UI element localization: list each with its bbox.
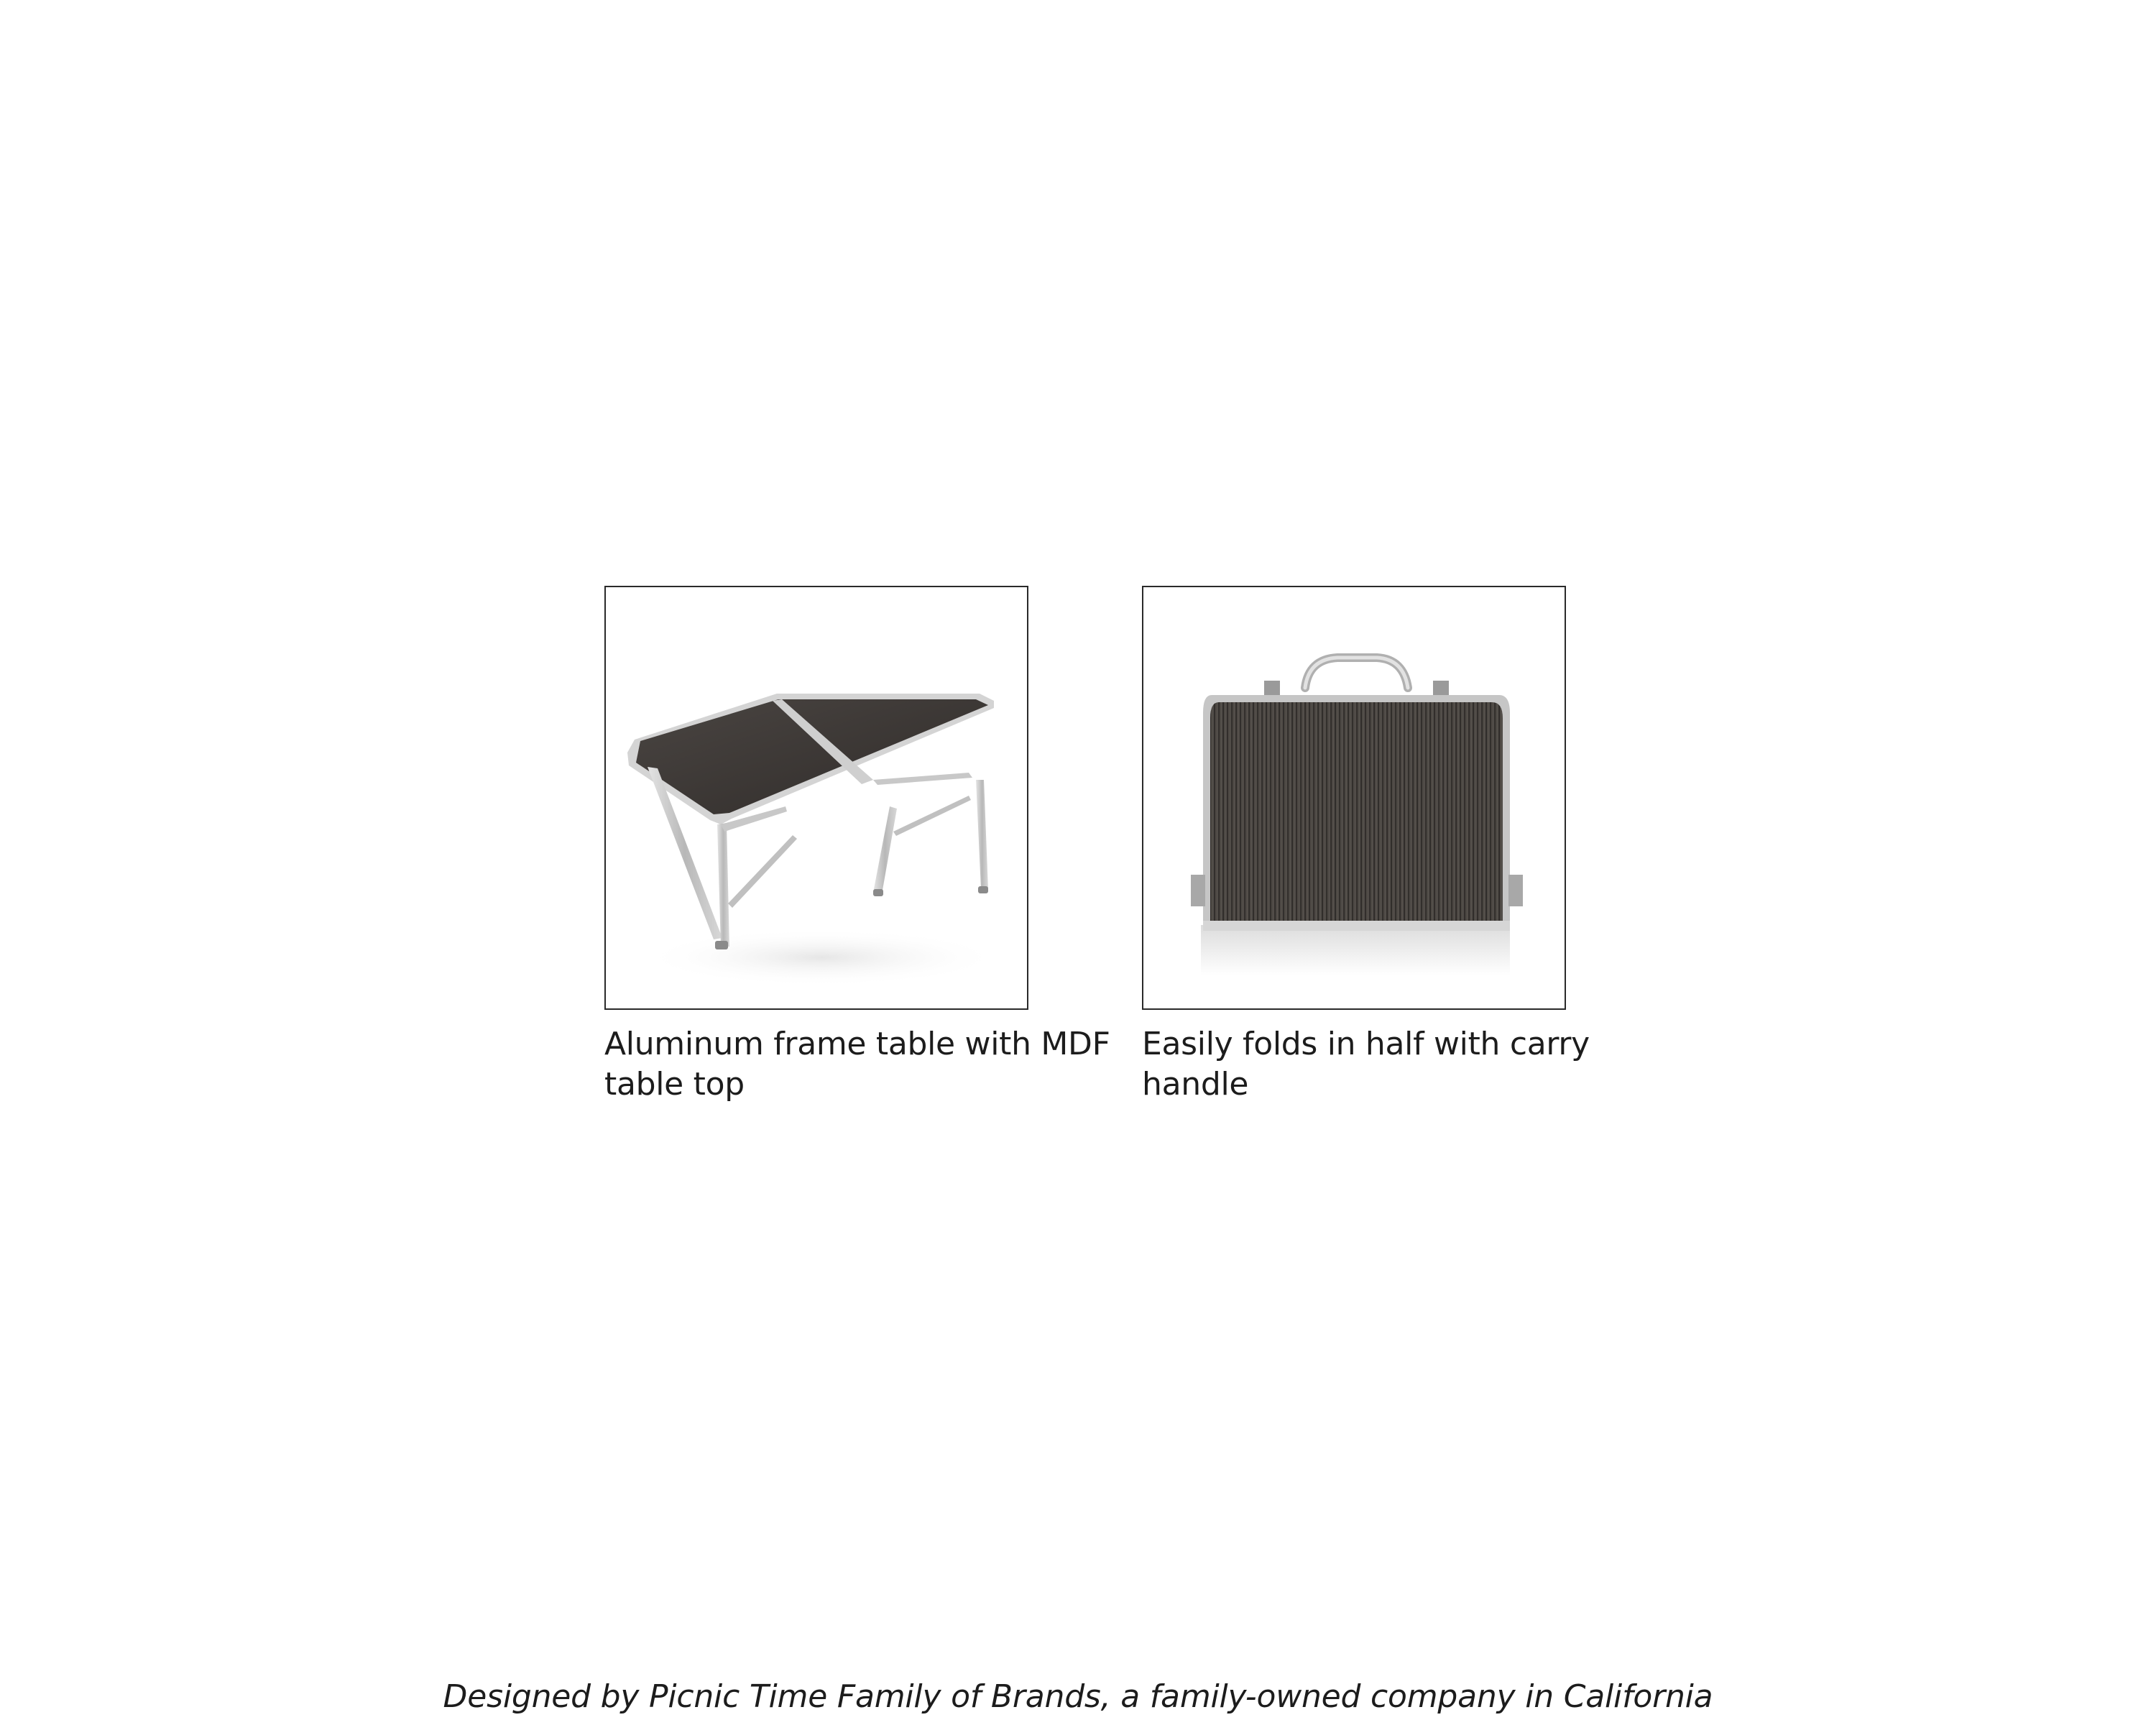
open-table-photo-frame bbox=[604, 586, 1028, 1010]
folded-table-photo bbox=[1143, 587, 1565, 1008]
brand-footer: Designed by Picnic Time Family of Brands, a family-owned company in California bbox=[443, 1678, 1713, 1715]
folded-table-caption: Easily folds in half with carry handle bbox=[1142, 1026, 1590, 1103]
folded-table-photo-frame bbox=[1142, 586, 1566, 1010]
open-table-caption: Aluminum frame table with MDF table top bbox=[604, 1026, 1110, 1103]
feature-folded-table bbox=[1142, 586, 1688, 1105]
feature-open-table bbox=[604, 586, 1151, 1105]
open-table-photo bbox=[606, 587, 1027, 1008]
